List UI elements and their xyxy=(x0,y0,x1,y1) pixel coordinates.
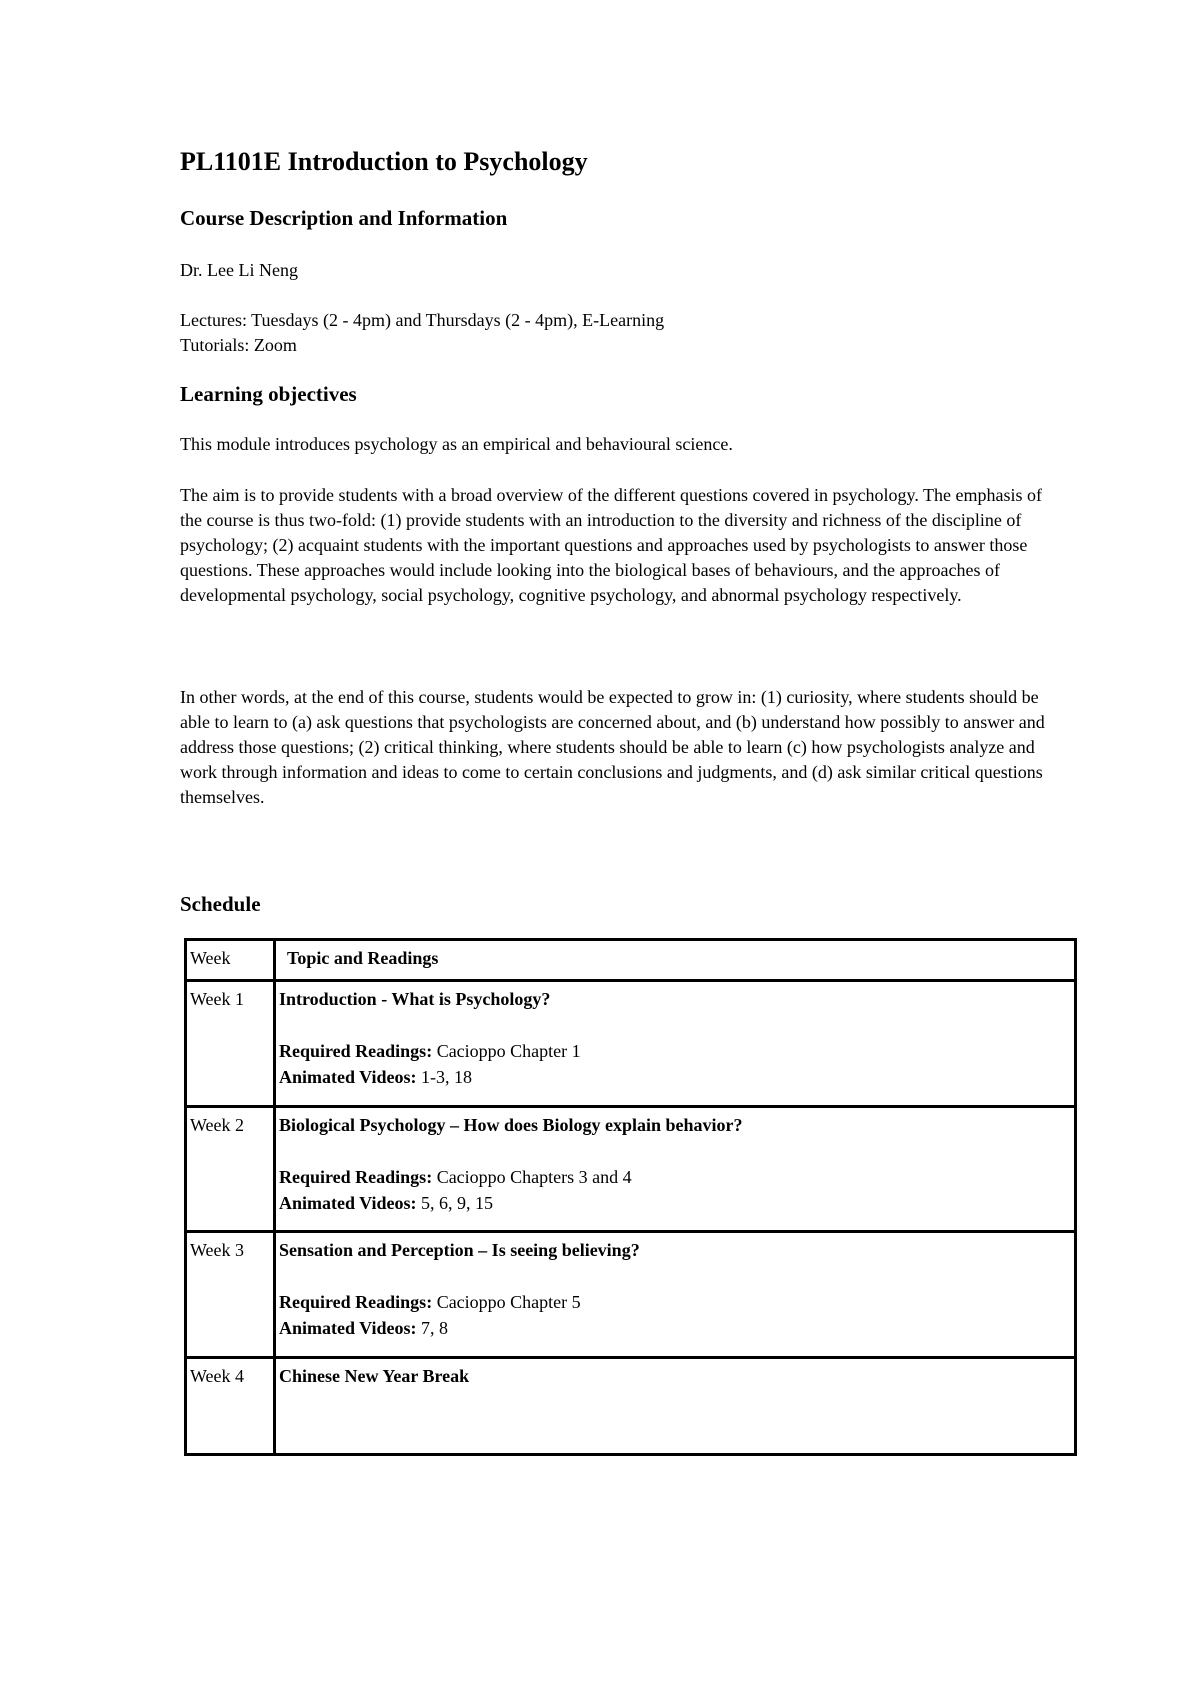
topic-title: Sensation and Perception – Is seeing believing? xyxy=(279,1240,640,1260)
required-readings-value: Cacioppo Chapter 1 xyxy=(432,1041,581,1061)
objectives-paragraph-1: This module introduces psychology as an empirical and behavioural science. xyxy=(180,434,733,454)
topic-cell xyxy=(275,1107,1076,1232)
required-readings-line xyxy=(279,1038,1071,1064)
week-cell: Week 4 xyxy=(186,1358,275,1455)
instructor-name: Dr. Lee Li Neng xyxy=(180,260,298,280)
table-header-row xyxy=(186,940,1076,981)
animated-videos-line xyxy=(279,1190,1071,1216)
animated-videos-line xyxy=(279,1315,1071,1341)
header-week-cell: Week xyxy=(186,940,275,981)
required-readings-value: Cacioppo Chapter 5 xyxy=(432,1292,581,1312)
animated-videos-value: 7, 8 xyxy=(416,1318,449,1338)
document-body xyxy=(180,140,1080,916)
table-row xyxy=(186,1358,1076,1455)
tutorials-info: Tutorials: Zoom xyxy=(180,335,297,355)
animated-videos-value: 5, 6, 9, 15 xyxy=(416,1193,494,1213)
schedule-table xyxy=(184,938,1077,1456)
topic-title: Biological Psychology – How does Biology explain behavior? xyxy=(279,1115,743,1135)
animated-videos-label: Animated Videos: xyxy=(279,1193,417,1213)
topic-title: Chinese New Year Break xyxy=(279,1366,470,1386)
objectives-paragraph-3: In other words, at the end of this course, students would be expected to grow in: (1) curiosity, where students should be able to learn to (a) ask questions that psychologists are concerned about, and (b) understand how possibly to answer and address those questions; (2) critical thinking, where students should be able to learn (c) how psychologists analyze and work through information and ideas to come to certain conclusions and judgments, and (d) ask similar critical questions themselves. xyxy=(180,687,1045,807)
table-row xyxy=(186,981,1076,1107)
table-row xyxy=(186,1107,1076,1232)
required-readings-label: Required Readings: xyxy=(279,1292,433,1312)
topic-cell xyxy=(275,981,1076,1107)
week-cell: Week 2 xyxy=(186,1107,275,1232)
required-readings-label: Required Readings: xyxy=(279,1041,433,1061)
animated-videos-label: Animated Videos: xyxy=(279,1318,417,1338)
lectures-info: Lectures: Tuesdays (2 - 4pm) and Thursdays (2 - 4pm), E-Learning xyxy=(180,310,665,330)
table-row xyxy=(186,1232,1076,1358)
header-topic-cell xyxy=(275,940,1076,981)
course-description-heading: Course Description and Information xyxy=(180,206,508,230)
animated-videos-label: Animated Videos: xyxy=(279,1067,417,1087)
objectives-paragraph-2: The aim is to provide students with a broad overview of the different questions covered in psychology. The emphasis of the course is thus two-fold: (1) provide students with an introduction to the diversity and richness of the discipline of psychology; (2) acquaint students with the important questions and approaches used by psychologists to answer those questions. These approaches would include looking into the biological bases of behaviours, and the approaches of developmental psychology, social psychology, cognitive psychology, and abnormal psychology respectively. xyxy=(180,485,1042,605)
schedule-heading: Schedule xyxy=(180,892,261,916)
required-readings-label: Required Readings: xyxy=(279,1167,433,1187)
week-cell: Week 1 xyxy=(186,981,275,1107)
required-readings-value: Cacioppo Chapters 3 and 4 xyxy=(432,1167,632,1187)
required-readings-line xyxy=(279,1164,1071,1190)
week-cell: Week 3 xyxy=(186,1232,275,1358)
topic-cell xyxy=(275,1232,1076,1358)
learning-objectives-heading: Learning objectives xyxy=(180,382,357,406)
topic-title: Introduction - What is Psychology? xyxy=(279,989,551,1009)
topic-cell xyxy=(275,1358,1076,1455)
animated-videos-line xyxy=(279,1064,1071,1090)
required-readings-line xyxy=(279,1289,1071,1315)
animated-videos-value: 1-3, 18 xyxy=(416,1067,473,1087)
header-topic-label: Topic and Readings xyxy=(287,948,439,968)
page-title: PL1101E Introduction to Psychology xyxy=(180,147,588,176)
